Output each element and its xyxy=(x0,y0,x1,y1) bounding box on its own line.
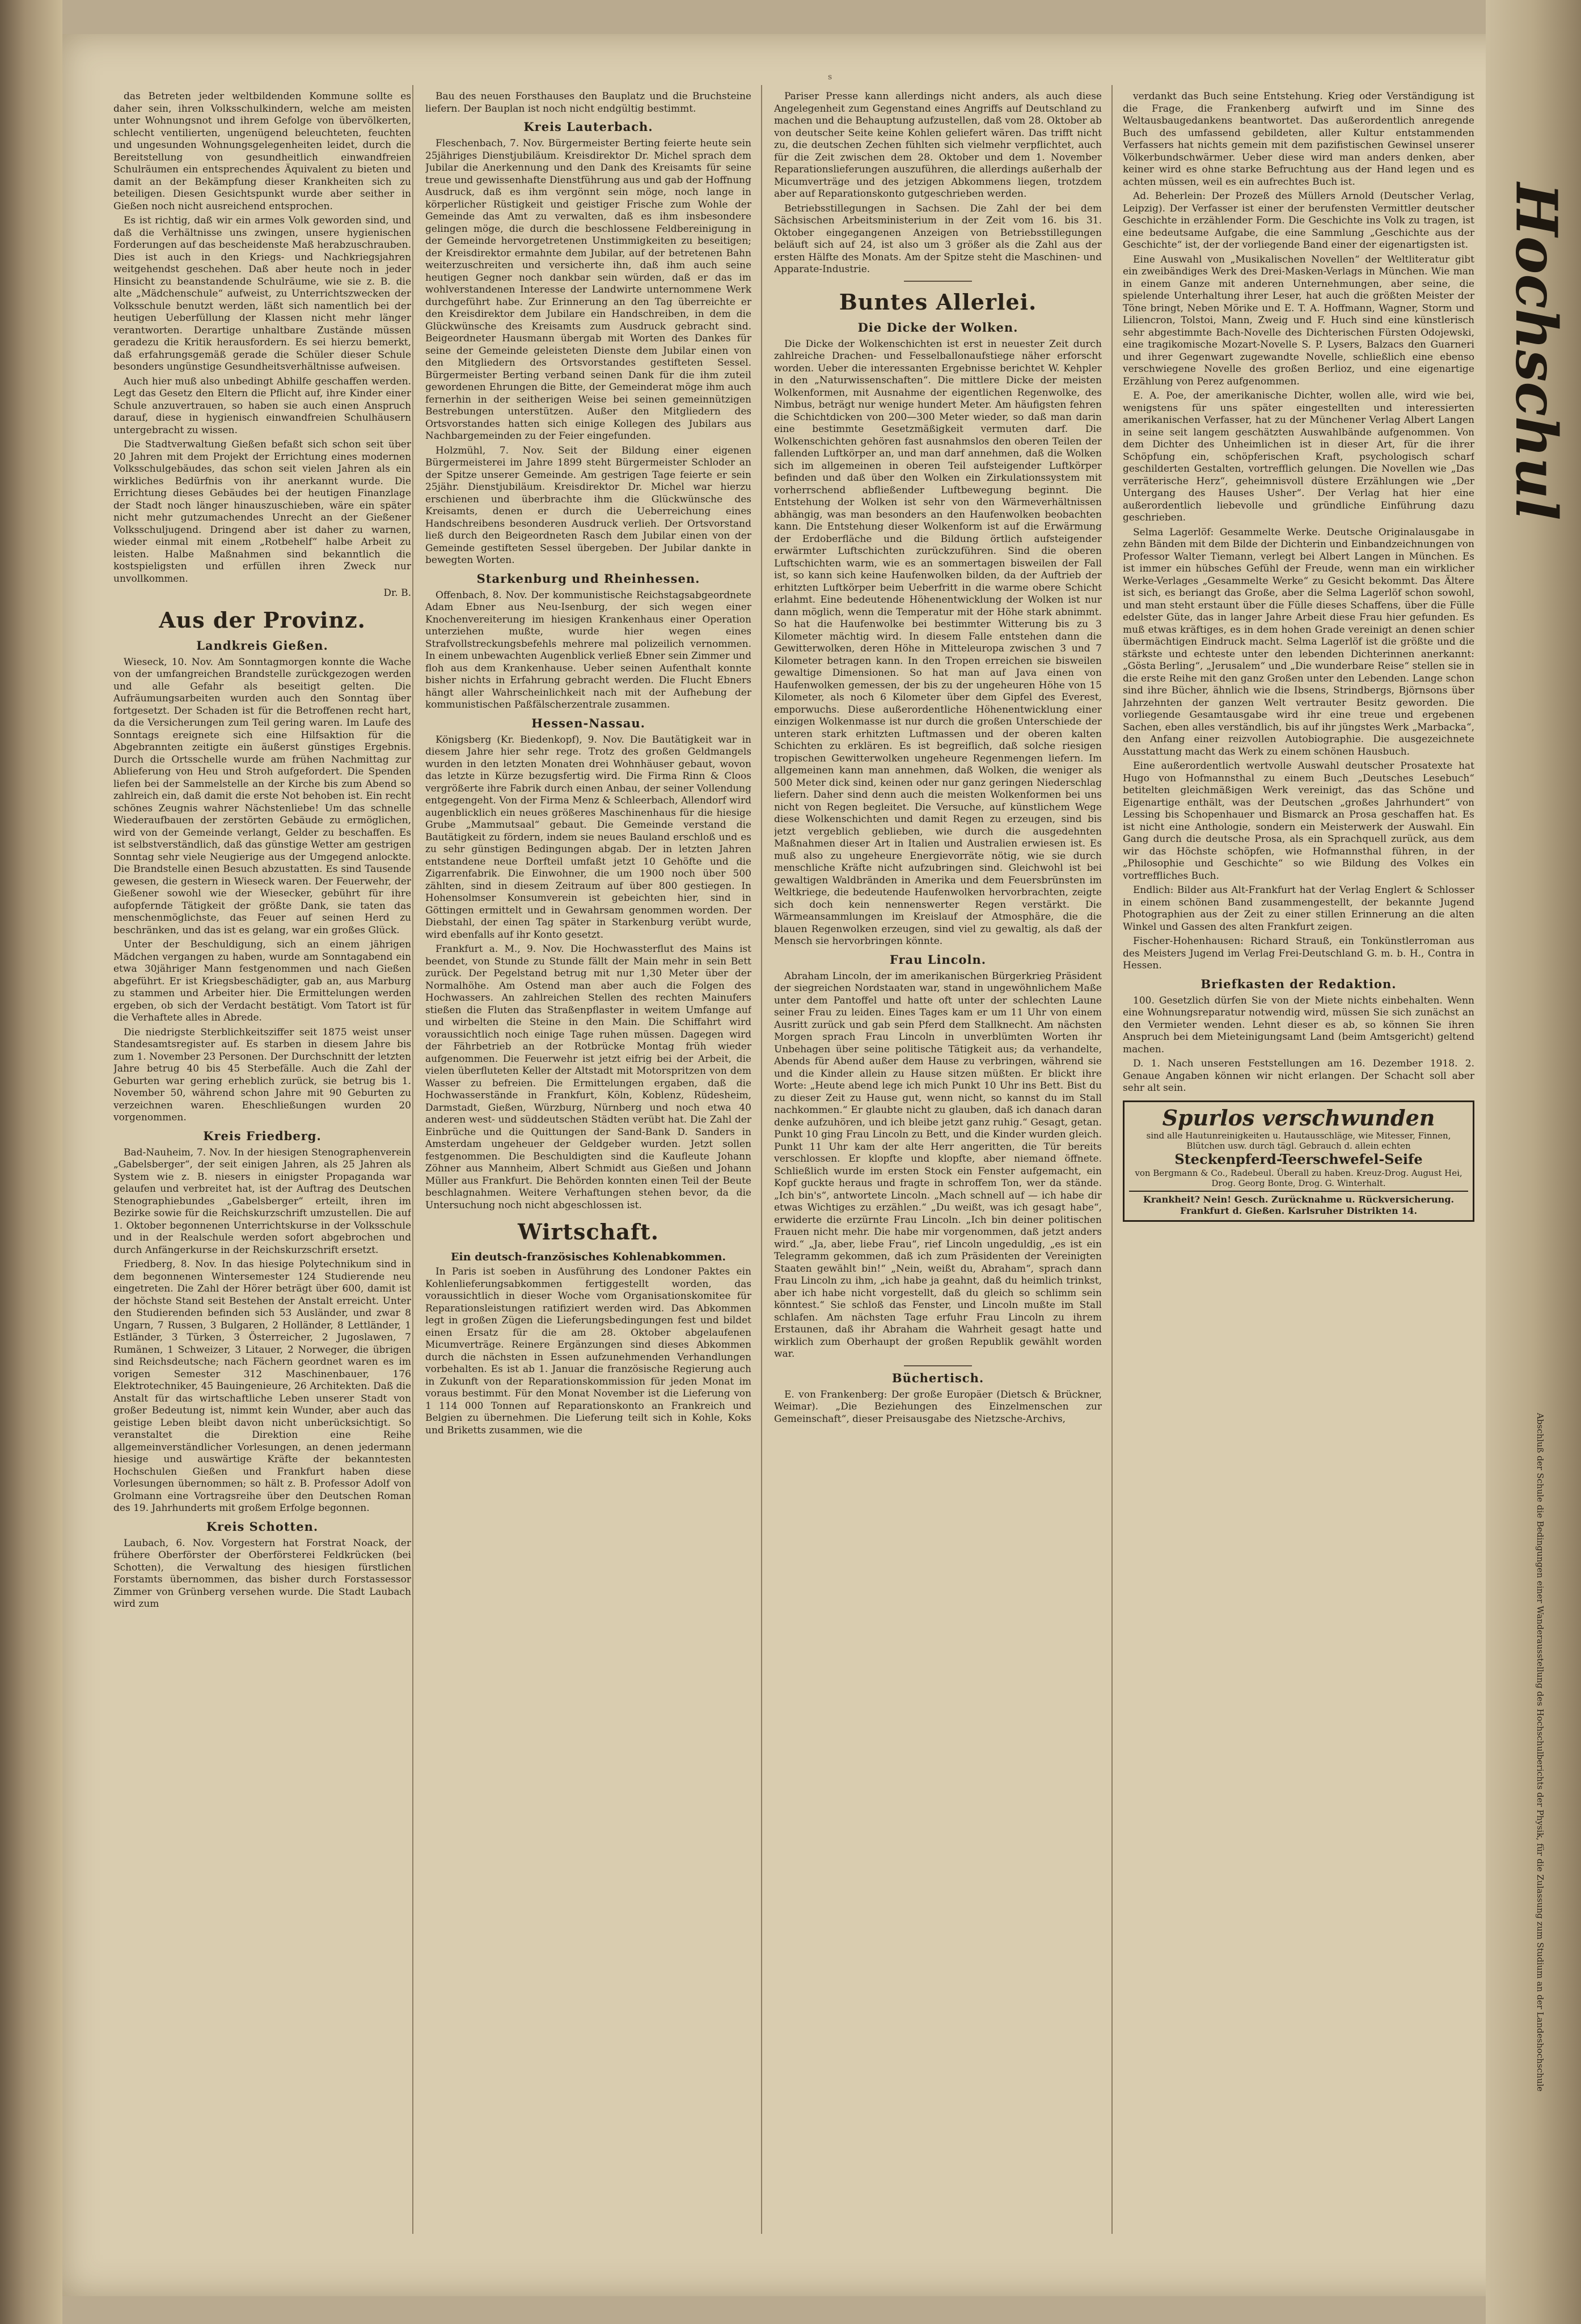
review-paragraph: Endlich: Bilder aus Alt-Frankfurt hat der Verlag Englert & Schlosser in einem schönen Band zusammengestellt, der bekannte Jugend Photographien aus der Zeit zu einer stillen Erinnerung an die alten Winkel und Gassen des alten Frankfurt zeigen. xyxy=(1123,884,1474,933)
article-paragraph: Fleschenbach, 7. Nov. Bürgermeister Berting feierte heute sein 25jähriges Dienstjubiläum. Kreisdirektor Dr. Michel sprach dem Jubilar die Anerkennung und den Dank des Kreisamts für seine treue und gewissenhafte Dienstführung aus und gab der Hoffnung Ausdruck, daß es ihm vergönnt sein möge, noch lange in körperlicher Rüstigkeit und geistiger Frische zum Wohle der Gemeinde das Amt zu verwalten, daß es ihm insbesondere gelingen möge, die durch die beschlossene Feldbereinigung in der Gemeinde hervorgetretenen Unstimmigkeiten zu beseitigen; der Kreisdirektor ermahnte dem Jubilar, auf der betretenen Bahn weiterzuschreiten und versicherte ihn, daß ihm auch seine heutigen Gegner noch dankbar sein würden, daß er das im wohlverstandenen Interesse der Landwirte unternommene Werk durchgeführt habe. Zur Erinnerung an den Tag überreichte er den Kreisdirektor dem Jubilare ein Handschreiben, in dem die Glückwünsche des Kreisamts zum Ausdruck gebracht sind. Beigeordneter Hausmann übergab mit Worten des Dankes für seine der Gemeinde geleisteten Dienste dem Jubilar einen von den Mitgliedern des Ortsvorstandes gestifteten Sessel. Bürgermeister Berting verband seinen Dank für die ihm zuteil gewordenen Ehrungen die Bitte, der Gemeinderat möge ihm auch fernerhin in der seitherigen Weise bei seinen gemeinnützigen Bestrebungen unterstützen. Außer den Mitgliedern des Ortsvorstandes hatten sich einige Kollegen des Jubilars aus Nachbargemeinden zu der Feier eingefunden. xyxy=(425,138,751,442)
article-paragraph: Wieseck, 10. Nov. Am Sonntagmorgen konnte die Wache von der umfangreichen Brandstelle zurückgezogen werden und alle Gefahr als beseitigt gelten. Die Aufräumungsarbeiten wurden auch den Sonntag über fortgesetzt. Der Schaden ist für die Betroffenen recht hart, da die Versicherungen zum Teil gering waren. Im Laufe des Sonntags ereignete sich eine Hilfsaktion für die Abgebrannten zeitigte ein äußerst günstiges Ergebnis. Durch die Ortsschelle wurde am frühen Nachmittag zur Ablieferung von Heu und Stroh aufgefordert. Die Spenden liefen bei der Sammelstelle an der Kirche bis zum Abend so zahlreich ein, daß damit die erste Not behoben ist. Ein recht schönes Zeugnis wahrer Nächstenliebe! Um das schnelle Wiederaufbauen der zerstörten Gebäude zu ermöglichen, wird von der Gemeinde verlangt, Gelder zu beschaffen. Es ist selbstverständlich, daß das günstige Wetter am gestrigen Sonntag sehr viele Neugierige aus der Umgegend anlockte. Die Brandstelle einen Besuch abzustatten. Es sind Tausende gewesen, die gestern in Wieseck waren. Der Feuerwehr, der Gießener sowohl wie der Wiesecker, gebührt für ihre aufopfernde Tätigkeit der größte Dank, sie taten das menschenmöglichste, das Feuer auf seinen Herd zu beschränken, und das ist es gelang, war ein großes Glück. xyxy=(113,656,411,936)
column-2 xyxy=(425,91,751,2223)
ad-brand: Steckenpferd-Teerschwefel-Seife xyxy=(1174,1150,1423,1167)
section-heading: Aus der Provinz. xyxy=(159,607,366,633)
column-3 xyxy=(774,91,1102,2223)
article-headline: Frau Lincoln. xyxy=(889,952,987,967)
article-paragraph: E. von Frankenberg: Der große Europäer (Dietsch & Brückner, Weimar). „Die Beziehungen des Einzelmenschen zur Gemeinschaft“, dieser Preisausgabe des Nietzsche-Archivs, xyxy=(774,1389,1102,1425)
article-paragraph: Holzmühl, 7. Nov. Seit der Bildung einer eigenen Bürgermeisterei im Jahre 1899 steht Bürgermeister Schloder an der Spitze unserer Gemeinde. Am gestrigen Tage feierte er sein 25jähr. Dienstjubiläum. Kreisdirektor Dr. Michel war hierzu erschienen und überbrachte ihm die Glückwünsche des Kreisamts, denen er durch die Ueberreichung eines Handschreibens besonderen Ausdruck verlieh. Der Ortsvorstand ließ durch den Beigeordneten Rasch dem Jubilar einen von der Gemeinde gestifteten Sessel übergeben. Der Jubilar dankte in bewegten Worten. xyxy=(425,445,751,566)
news-note: Betriebsstillegungen in Sachsen. Die Zahl der bei dem Sächsischen Arbeitsministerium in der Zeit vom 16. bis 31. Oktober eingegangenen Anzeigen von Betriebsstillegungen beläuft sich auf 24, ist also um 3 größer als die Zahl aus der ersten Hälfte des Monats. Am der Spitze steht die Maschinen- und Apparate-Industrie. xyxy=(774,202,1102,275)
subsection-heading: Starkenburg und Rheinhessen. xyxy=(476,571,700,586)
article-paragraph: Es ist richtig, daß wir ein armes Volk geworden sind, und daß die Verhältnisse uns zwingen, unsere hygienischen Forderungen auf das bescheidenste Maß herabzuschrauben. Dies ist auch in den Kriegs- und Nachkriegsjahren weitgehendst geschehen. Daß aber heute noch in jeder Hinsicht zu beanstandende Schulräume, wie sie z. B. die alte „Mädchenschule“ aufweist, zu Unterrichtszwecken der Volksschule benutzt werden, läßt sich namentlich bei der heutigen Ueberfüllung der Klassen nicht mehr länger verantworten. Derartige unhaltbare Zustände müssen geradezu die Kritik herausfordern. Es sei hierzu bemerkt, daß erfahrungsgemäß gerade die Schüler dieser Schule besonders ungünstige Gesundheitsverhältnisse aufweisen. xyxy=(113,215,411,372)
divider xyxy=(904,1365,972,1366)
subsection-heading: Hessen-Nassau. xyxy=(531,716,645,730)
review-paragraph: verdankt das Buch seine Entstehung. Krieg oder Verständigung ist die Frage, die Frankenberg aufwirft und im Sinne des Weltausbaugedankens beantwortet. Das außerordentlich anregende Buch des umfassend gebildeten, aller Kultur entstammenden Verfassers hat nichts gemein mit dem pazifistischen Gewinsel unserer Völkerbundschwärmer. Ueber diese wird man anders denken, aber keiner wird es ohne starke Befruchtung aus der Hand legen und es achten müssen, weil es ein aufrechtes Buch ist. xyxy=(1123,91,1474,188)
advertisement xyxy=(1123,1100,1474,1222)
review-paragraph: Eine Auswahl von „Musikalischen Novellen“ der Weltliteratur gibt ein zweibändiges Werk des Drei-Masken-Verlags in München. Wie man in einem Ganze mit anderen Unternehmungen, aber seine, die spielende Unterhaltung ihrer Leser, hat auch die größten Meister der Töne bringt, Neben Mörike und E. T. A. Hoffmann, Wagner, Storm und Liliencron, Tolstoi, Mann, Zweig und F. Huch sind eine künstlerisch sehr abgestimmte Bach-Novelle des Dichterischen Fürsten Odojewski, eine tragikomische Mozart-Novelle S. P. Lysers, Balzacs den Guarneri und ihrer Gegenwart zugewandte Novelle, schließlich eine ebenso verschwiegene Novelle des großen Berlioz, und eine eigenartige Erzählung von Perez aufgenommen. xyxy=(1123,253,1474,387)
divider xyxy=(904,281,972,282)
author-signature: Dr. B. xyxy=(383,587,411,599)
review-paragraph: Fischer-Hohenhausen: Richard Strauß, ein Tonkünstlerroman aus des Meisters Jugend im Verlag Frei-Deutschland G. m. b. H., Contra in Hessen. xyxy=(1123,935,1474,971)
article-paragraph: In Paris ist soeben in Ausführung des Londoner Paktes ein Kohlenlieferungsabkommen fertiggestellt worden, das voraussichtlich in dieser Woche vom Organisationskomitee für Reparationsleistungen ratifiziert werden wird. Das Abkommen legt in großen Zügen die Lieferungsbedingungen fest und bildet einen Ersatz für die am 28. Oktober abgelaufenen Micumverträge. Reinere Ergänzungen sind dieses Abkommen durch die nächsten in Essen aufzunehmenden Verhandlungen vorbehalten. Es ist ab 1. Januar die französische Regierung auch in Zukunft von der Reparationskommission für jeden Monat im voraus bestimmt. Für den Monat November ist die Lieferung von 1 114 000 Tonnen auf Reparationskonto an Frankreich und Belgien zu übernehmen. Die Lieferung teilt sich in Kohle, Koks und Briketts zusammen, wie die xyxy=(425,1266,751,1436)
ad-text: von Bergmann & Co., Radebeul. Überall zu haben. Kreuz-Drog. August Hei, Drog. Georg Bonte, Drog. G. Winterhalt. xyxy=(1135,1167,1462,1188)
article-paragraph: Königsberg (Kr. Biedenkopf), 9. Nov. Die Bautätigkeit war in diesem Jahre hier sehr rege. Trotz des großen Geldmangels wurden in den letzten Monaten drei Wohnhäuser gebaut, wovon das letzte in Kürze bezugsfertig wird. Die Firma Rinn & Cloos vergrößerte ihre Fabrik durch einen Anbau, der seiner Vollendung entgegengeht. Von der Firma Menz & Schleerbach, Allendorf wird augenblicklich ein neues größeres Maschinenhaus für die hiesige Grube „Mammutsaal“ gebaut. Die Gemeinde verstand die Bautätigkeit zu fördern, indem sie neues Bauland erschloß und es zu sehr günstigen Bedingungen abgab. Der in letzten Jahren entstandene neue Dorfteil umfaßt jetzt 10 Gehöfte und die Zigarrenfabrik. Die Einwohner, die um 1900 noch über 500 zählten, sind in diesem Zeitraum auf über 800 gestiegen. In Hohensolmser Konsumverein ist gebeichten hier, sind in Göttingen ermittelt und in Gewahrsam genommen worden. Der Diebstahl, der einen Tag später in Starkenburg verübt wurde, wird ebenfalls auf ihr Konto gesetzt. xyxy=(425,734,751,941)
section-heading: Wirtschaft. xyxy=(518,1219,659,1244)
section-heading: Briefkasten der Redaktion. xyxy=(1200,976,1397,991)
subsection-heading: Büchertisch. xyxy=(891,1370,984,1385)
article-paragraph: Friedberg, 8. Nov. In das hiesige Polytechnikum sind in dem begonnenen Wintersemester 124 Studierende neu eingetreten. Die Zahl der Hörer beträgt über 600, damit ist der höchste Stand seit Bestehen der Anstalt erreicht. Unter den Studierenden befinden sich 53 Ausländer, und zwar 8 Ungarn, 7 Russen, 3 Bulgaren, 2 Holländer, 8 Lettländer, 1 Estländer, 3 Türken, 3 Österreicher, 2 Jugoslawen, 7 Rumänen, 1 Schweizer, 3 Litauer, 2 Norweger, die übrigen sind Reichsdeutsche; nach Fächern geordnet waren es im vorigen Semester 312 Maschinenbauer, 176 Elektrotechniker, 45 Bauingenieure, 26 Architekten. Daß die Anstalt für das wirtschaftliche Leben unserer Stadt von großer Bedeutung ist, nimmt kein Wunder, aber auch das geistige Leben bleibt davon nicht unberücksichtigt. So veranstaltet die Direktion eine Reihe allgemeinverständlicher Vorlesungen, an denen jedermann hiesige und auswärtige Kräfte der bekanntesten Hochschulen Gießen und Frankfurt haben diese Vorlesungen übernommen; so hält z. B. Professor Adolf von Grolmann eine Vortragsreihe über den Deutschen Roman des 19. Jahrhunderts mit großem Erfolge begonnen. xyxy=(113,1259,411,1514)
column-4 xyxy=(1123,91,1474,2223)
review-paragraph: E. A. Poe, der amerikanische Dichter, wollen alle, wird wie bei, wenigstens für uns später eingestellten und interessierten amerikanischen Verfasser, hat zu der Münchener Verlag Albert Langen in seine seit langem geschätzten Auswahlbände aufgenommen. Von dem Dichter des Unheimlichen ist in dieser Art, für die ihrer Schöpfung ein, schöpferischen Kraft, psychologisch scharf geschilderten Gestalten, vortrefflich gelungen. Die Novellen wie „Das verräterische Herz“, geheimnisvoll düstere Erzählungen wie „Der Untergang des Hauses Usher“. Der Verlag hat hier eine außerordentlich liebevolle und gründliche Einführung dazu geschrieben. xyxy=(1123,390,1474,523)
article-paragraph: Unter der Beschuldigung, sich an einem jährigen Mädchen vergangen zu haben, wurde am Sonntagabend ein etwa 30jähriger Mann festgenommen und nach Gießen abgeführt. Er ist Kriegsbeschädigter, gab an, aus Marburg zu stammen und Arbeiter hier. Die Ermittelungen werden ergeben, ob sich der Verdacht bestätigt. Vom Tatort ist für die Verhaftete alles in Abrede. xyxy=(113,939,411,1023)
column-rule xyxy=(412,85,413,2234)
review-paragraph: Ad. Beherlein: Der Prozeß des Müllers Arnold (Deutscher Verlag, Leipzig). Der Verfasser ist einer der berufensten Vermittler deutscher Geschichte in erzählender Form. Die Geschichte ins Volk zu tragen, ist eine bedeutsame Aufgabe, die eine Sammlung „Geschichte aus der Geschichte“ ist, der der vorliegende Band einer der eigenartigsten ist. xyxy=(1123,191,1474,251)
article-paragraph: Laubach, 6. Nov. Vorgestern hat Forstrat Noack, der frühere Oberförster der Oberförsterei Feldkrücken (bei Schotten), die Verwaltung des hiesigen fürstlichen Forstamts übernommen, das bisher durch Forstassessor Zimmer von Grünberg versehen wurde. Die Stadt Laubach wird zum xyxy=(113,1537,411,1610)
column-rule xyxy=(761,85,762,2234)
subsection-heading: Kreis Lauterbach. xyxy=(523,120,653,134)
section-heading: Buntes Allerlei. xyxy=(839,289,1037,315)
reply-paragraph: 100. Gesetzlich dürfen Sie von der Miete nichts einbehalten. Wenn eine Wohnungsreparatur notwendig wird, müssen Sie sich zunächst an den Vermieter wenden. Lehnt dieser es ab, so können Sie ihren Anspruch bei dem Mieteinigungsamt Land (beim Amtsgericht) geltend machen. xyxy=(1123,994,1474,1055)
article-paragraph: Bau des neuen Forsthauses den Bauplatz und die Bruchsteine liefern. Der Bauplan ist noch nicht endgültig bestimmt. xyxy=(425,91,751,115)
article-paragraph: Auch hier muß also unbedingt Abhilfe geschaffen werden. Legt das Gesetz den Eltern die Pflicht auf, ihre Kinder einer Schule anzuvertrauen, so haben sie auch einen Anspruch darauf, diese in hygienisch einwandfreien Schulhäusern untergebracht zu wissen. xyxy=(113,375,411,436)
adjacent-page-text xyxy=(1506,1361,1574,2143)
adjacent-body-text: Abschluß der Schule die Bedingungen einer Wanderausstellung des Hochschulberichts der Physik, für die Zulassung zum Studium an der Landeshochschule xyxy=(1534,1412,1545,2092)
article-paragraph: Bad-Nauheim, 7. Nov. In der hiesigen Stenographenverein „Gabelsberger“, der seit einigen Jahren, als 25 Jahren als System wie z. B. niesers in einigster Propaganda war gelaufen und verbreitet hat, ist der Auftrag des Deutschen Stenographiebundes „Gabelsberger“ erteilt, ihren im Bezirke sowie für die Reichskurzschrift umzustellen. Die auf 1. Oktober begonnenen Unterrichtskurse in der Volksschule und in der Realschule werden sofort abgebrochen und durch Anfängerkurse in der Reichskurzschrift ersetzt. xyxy=(113,1146,411,1256)
article-paragraph: Pariser Presse kann allerdings nicht anders, als auch diese Angelegenheit zum Gegenstand eines Angriffs auf Deutschland zu machen und die Behauptung aufzustellen, daß vom 28. Oktober ab von deutscher Seite keine Kohlen geliefert wären. Das trifft nicht zu, die deutschen Zechen fühlten sich vielmehr verpflichtet, auch für die Zeit zwischen dem 28. Oktober und dem 1. November Reparationslieferungen auszuführen, die allerdings außerhalb der Micumverträge und des jetzigen Abkommens liegen, trotzdem aber auf Reparationskonto gutgeschrieben werden. xyxy=(774,91,1102,200)
subsection-heading: Kreis Schotten. xyxy=(206,1519,319,1534)
ad-headline: Spurlos verschwunden xyxy=(1162,1104,1435,1131)
adjacent-title-text: Hochschul xyxy=(1503,183,1570,520)
article-paragraph: Die niedrigste Sterblichkeitsziffer seit 1875 weist unser Standesamtsregister auf. Es starben in diesem Jahre bis zum 1. November 23 Personen. Der Durchschnitt der letzten Jahre betrug 40 bis 45 Sterbefälle. Auch die Zahl der Geburten war gering erheblich zurück, sie betrug bis 1. November 50, während schon Jahre mit 90 Geburten zu verzeichnen waren. Eheschließungen wurden 20 vorgenommen. xyxy=(113,1026,411,1123)
article-paragraph: Die Stadtverwaltung Gießen befaßt sich schon seit über 20 Jahren mit dem Projekt der Errichtung eines modernen Volksschulgebäudes, das schon seit vielen Jahren als ein wirkliches Bedürfnis von ihr anerkannt wurde. Die Errichtung dieses Gebäudes bei der heutigen Finanzlage der Stadt noch länger hinauszuschieben, wäre ein später nicht mehr gutzumachendes Unrecht an der Gießener Volksschuljugend. Dringend aber ist daher zu warnen, wieder einmal mit einem „Rotbehelf“ halbe Arbeit zu leisten. Halbe Maßnahmen sind bekanntlich die kostspieligsten und erfüllen ihren Zweck nur unvollkommen. xyxy=(113,439,411,585)
column-1 xyxy=(113,91,411,2223)
book-binding xyxy=(0,0,62,2324)
article-headline: Die Dicke der Wolken. xyxy=(857,320,1018,335)
subsection-heading: Kreis Friedberg. xyxy=(203,1128,322,1143)
subsection-heading: Landkreis Gießen. xyxy=(196,638,328,653)
article-headline: Ein deutsch-französisches Kohlenabkommen. xyxy=(450,1251,726,1263)
page-mark: s xyxy=(828,73,832,82)
review-paragraph: Eine außerordentlich wertvolle Auswahl deutscher Prosatexte hat Hugo von Hofmannsthal zu einem Buch „Deutsches Lesebuch“ betitelten gleichmäßigen Werk vereinigt, das das Schöne und Eigenartige enthält, was der Deutschen „großes Jahrhundert“ von Lessing bis Schopenhauer und Bismarck an Prosa geschaffen hat. Es ist nicht eine Anthologie, sondern ein Meisterwerk der Auswahl. Ein Gang durch die deutsche Prosa, als ein Sprachquell zurück, aus dem wir das Höchste schöpfen, wie Hofmannsthal führen, in der „Philosophie und Geschichte“ so wie Bildung des Volkes ein vortreffliches Buch. xyxy=(1123,760,1474,882)
article-paragraph: das Betreten jeder weltbildenden Kommune sollte es daher sein, ihren Volksschulkindern, welche am meisten unter Wohnungsnot und ihrem Gefolge von übervölkerten, schlecht ventilierten, ungenügend beleuchteten, feuchten und ungesunden Wohnungsgelegenheiten leidet, durch die Bereitstellung von gesundheitlich einwandfreien Schulräumen ein entsprechendes Äquivalent zu bieten und damit an der Bekämpfung dieser Krankheiten sich zu beteiligen. Diesen Gesichtspunkt wurde aber seither in Gießen noch nicht ausreichend entsprochen. xyxy=(113,91,411,212)
ad-text: Krankheit? Nein! Gesch. Zurücknahme u. Rückversicherung. Frankfurt d. Gießen. Karlsruher Distrikten 14. xyxy=(1129,1191,1468,1217)
ad-text: sind alle Hautunreinigkeiten u. Hautausschläge, wie Mitesser, Finnen, Blütchen usw. durch tägl. Gebrauch d. allein echten xyxy=(1146,1130,1451,1151)
article-paragraph: Offenbach, 8. Nov. Der kommunistische Reichstagsabgeordnete Adam Ebner aus Neu-Isenburg, der sich wegen einer Knochenvereiterung im hiesigen Krankenhaus einer Operation unterziehen mußte, wurde hier wegen eines Strafvollstreckungsbefehls mehrere mal polizeilich vernommen. In einem unbewachten Augenblick verließ Ebner sein Zimmer und floh aus dem Krankenhause. Ueber seinen Aufenthalt konnte bisher nichts in Erfahrung gebracht werden. Die Flucht Ebners hängt aller Wahrscheinlichkeit nach mit der Aufhebung der kommunistischen Paßfälscherzentrale zusammen. xyxy=(425,589,751,710)
reply-paragraph: D. 1. Nach unseren Feststellungen am 16. Dezember 1918. 2. Genaue Angaben können wir nicht erlangen. Der Schacht soll aber sehr alt sein. xyxy=(1123,1058,1474,1094)
article-paragraph: Frankfurt a. M., 9. Nov. Die Hochwassterflut des Mains ist beendet, von Stunde zu Stunde fällt der Main mehr in sein Bett zurück. Der Pegelstand betrug mit nur 1,30 Meter über der Normalhöhe. Am Ostend man aber auch die Folgen des Hochwassers. An zahlreichen Stellen des rechten Mainufers stießen die Fluten das Straßenpflaster in weitem Umfange auf und wirbelten die Steine in den Main. Die Schiffahrt wird voraussichtlich noch einige Tage ruhen müssen. Dagegen wird der Fährbetrieb an der Rotbrücke Montag früh wieder aufgenommen. Die Feuerwehr ist jetzt eifrig bei der Arbeit, die vielen überfluteten Keller der Altstadt mit Motorspritzen von dem Wasser zu befreien. Die Ermittelungen ergaben, daß die Hochwasserstände in Frankfurt, Köln, Koblenz, Rüdesheim, Darmstadt, Gießen, Würzburg, Nürnberg und noch etwa 40 anderen west- und süddeutschen Städten verübt hat. Die Zahl der Einbrüche und die Quittungen der Sand-Bank D. Sanders in Amsterdam ungeheuer der Geldgeber wurden. Jetzt sollen festgenommen. Die Beschuldigten sind die Kaufleute Johann Zöhner aus Mannheim, Albert Schmidt aus Gießen und Johann Müller aus Frankfurt. Die Behörden konnten einen Teil der Beute beschlagnahmen. Weitere Verhaftungen stehen bevor, da die Untersuchung noch nicht abgeschlossen ist. xyxy=(425,943,751,1211)
article-paragraph: Die Dicke der Wolkenschichten ist erst in neuester Zeit durch zahlreiche Drachen- und Fesselballonaufstiege näher erforscht worden. Ueber die interessanten Ergebnisse berichtet W. Kehpler in den „Naturwissenschaften“. Die mittlere Dicke der meisten Wolkenformen, mit Ausnahme der eigentlichen Regenwolke, des Nimbus, beträgt nur wenige hundert Meter. Am häufigsten fehren die Schichtdicken von 200—300 Meter wieder, so daß man darin eine bestimmte Gesetzmäßigkeit vermuten darf. Die Wolkenschichten gehören fast ausnahmslos den oberen Teilen der fallenden Luftkörper an, und man darf annehmen, daß die Wolken sich im allgemeinen in oberen Teil aufsteigender Luftkörper befinden und daß über den Wolken ein Zirkulationssystem mit vorherrschend abfließender Luftbewegung beginnt. Die Entstehung der Wolken ist sehr von den Wärmeverhältnissen abhängig, was man besonders an den Haufenwolken beobachten kann. Die Entstehung dieser Wolkenform ist auf die Erwärmung der Erdoberfläche und die Bildung örtlich aufsteigender erwärmter Luftschichten zurückzuführen. Sind die oberen Luftschichten warm, wie es an sommertagen bisweilen der Fall ist, so kann sich keine Haufenwolken bilden, da der Auftrieb der erhitzten Luftkörper beim Ueberfritt in die warme obere Schicht erlahmt. Eine bedeutende Höhenentwicklung der Wolken ist nur dann möglich, wenn die Temperatur mit der Höhe stark abnimmt. So hat die Haufenwolke bei bestimmter Witterung bis zu 3 Kilometer mächtig wird. In diesem Falle entstehen dann die Gewitterwolken, deren Höhe in Mitteleuropa zwischen 3 und 7 Kilometer betragen kann. In den Tropen erreichen sie bisweilen gewaltige Dimensionen. So hat man auf Java einen von Haufenwolken gemessen, der bis zu der ungeheuren Höhe von 15 Kilometer, als noch 6 Kilometer über dem Gipfel des Everest, emporwuchs. Diese außerordentliche Höhenentwicklung einer einzigen Wolkenmasse ist nur durch die großen Unterschiede der unteren stark erhitzten Luftmassen und der oberen kalten Schichten zu erklären. Es ist begreiflich, daß solche riesigen tropischen Gewitterwolken ungeheure Regenmengen liefern. Im allgemeinen kann man annehmen, daß Wolken, die weniger als 500 Meter dick sind, keinen oder nur ganz geringen Niederschlag liefern. Daher sind denn auch die meisten Wolkenformen bei uns nicht von Regen begleitet. Die Versuche, auf künstlichem Wege diese Wolkenschichten und damit Regen zu erzeugen, sind bis jetzt vergeblich geblieben, wie durch die ausgedehnten Maßnahmen dieser Art in Italien und Australien erwiesen ist. Es muß also zu ungeheure Energievorräte nötig, wie sie durch menschliche Kräfte nicht aufzubringen sind. Gleichwohl ist bei gewaltigen Waldbränden in Amerika und dem Feuersbrünsten im Weltkriege, die bedeutende Haufenwolken hervorbrachten, zeigte sich doch kein nennenswerter Regen verstärkt. Die Wärmeansammlungen im Kreislauf der Atmosphäre, die die blauen Regenwolken erzeugen, sind viel zu gewaltig, als daß der Mensch sie hervorbringen könnte. xyxy=(774,338,1102,947)
column-rule xyxy=(1111,85,1113,2234)
adjacent-page-title xyxy=(1503,96,1571,607)
article-paragraph: Abraham Lincoln, der im amerikanischen Bürgerkrieg Präsident der siegreichen Nordstaaten war, stand in ungewöhnlichem Maße unter dem Pantoffel und hatte oft unter der schlechten Laune seiner Frau zu leiden. Eines Tages kam er um 11 Uhr von einem Ausritt zurück und gab sein Pferd dem Stallknecht. Am nächsten Morgen sprach Frau Lincoln in unverblümten Worten ihr Unbehagen über seine politische Tätigkeit aus; da verhandelte, Abends für Abend außer dem Hause zu verbringen, während sie und die Kinder allein zu Hause sitzen müßten. Er blickt ihre Worte: „Heute abend lege ich mich Punkt 10 Uhr ins Bett. Bist du zu dieser Zeit zu Hause gut, wenn nicht, so kannst du im Stall nachkommen.“ Er glaubte nicht zu glauben, daß ich danach daran denke aufzuhören, und ich bleibe jetzt ganz ruhig.“ Gesagt, getan. Punkt 10 ging Frau Lincoln zu Bett, und die Kinder wurden gleich. Punkt 11 Uhr kam der alte Herr angeritten, die Tür bereits verschlossen. Er klopfte und klopfte, aber niemand öffnete. Schließlich wurde im ersten Stock ein Fenster aufgemacht, ein Kopf guckte heraus und fragte in schroffem Ton, wer da stände. „Ich bin's“, antwortete Lincoln. „Mach schnell auf — ich habe dir etwas Wichtiges zu erzählen.“ „Du weißt, was ich gesagt habe“, erwiderte die erzürnte Frau Lincoln. „Ich bin deiner politischen Frauen nicht mehr. Die habe mir vorgenommen, daß jetzt anders wird.“ „Ja, aber, liebe Frau“, rief Lincoln ungeduldig, „es ist ein Telegramm gekommen, daß ich zum Präsidenten der Vereinigten Staaten gewählt bin!“ „Nein, weißt du, Abraham“, sprach dann Frau Lincoln zu ihm, „ich habe ja geahnt, daß du heimlich trinkst, aber ich habe nicht vorgestellt, daß du gleich so schlimm sein könntest.“ Sie schloß das Fenster, und Lincoln mußte im Stall schlafen. Am nächsten Tage erfuhr Frau Lincoln zu ihrem Erstaunen, daß ihr Abraham die Wahrheit gesagt hatte und wirklich zum Oberhaupt der großen Republik gewählt worden war. xyxy=(774,970,1102,1360)
review-paragraph: Selma Lagerlöf: Gesammelte Werke. Deutsche Originalausgabe in zehn Bänden mit dem Bilde der Dichterin und Einbandzeichnungen von Professor Walter Tiemann, verlegt bei Albert Langen in München. Es ist immer ein hübsches Gefühl der Freude, wenn man ein wirklicher Werke-Verlages „Gesammelte Werke“ zu Gesicht bekommt. Das Ältere ist sich, es beriangt das Große, aber die Selma Lagerlöf schon sowohl, und man steht erstaunt über die Fülle dieses Schaffens, über die Fülle edelster Güte, das in langer Jahre Arbeit diese Frau hier gefunden. Es muß etwas kräftiges, es in dem hohen Grade vereinigt an denen schier übermächtigen Eindruck macht. Selma Lagerlöf ist die größte und die stärkste und echteste unter den lebenden Dichterinnen anerkannt: „Gösta Berling“, „Jerusalem“ und „Die wunderbare Reise“ stellen sie in die erste Reihe mit den ganz Großen unter den Lebenden. Lange schon sind ihre Bücher, ähnlich wie die Ibsens, Strindbergs, Björnsons über Jahrzehnten der ganzen Welt vertrauter Besitz geworden. Die vorliegende Gesamtausgabe wird ihr eine treue und ergebenen Sachen, eben alles verständlich, bis auf ihr jüngstes Werk „Marbacka“, den Anfang einer reizvollen Autobiographie. Die ausgezeichnete Ausstattung macht das Werk zu einem schönen Hausbuch. xyxy=(1123,526,1474,757)
